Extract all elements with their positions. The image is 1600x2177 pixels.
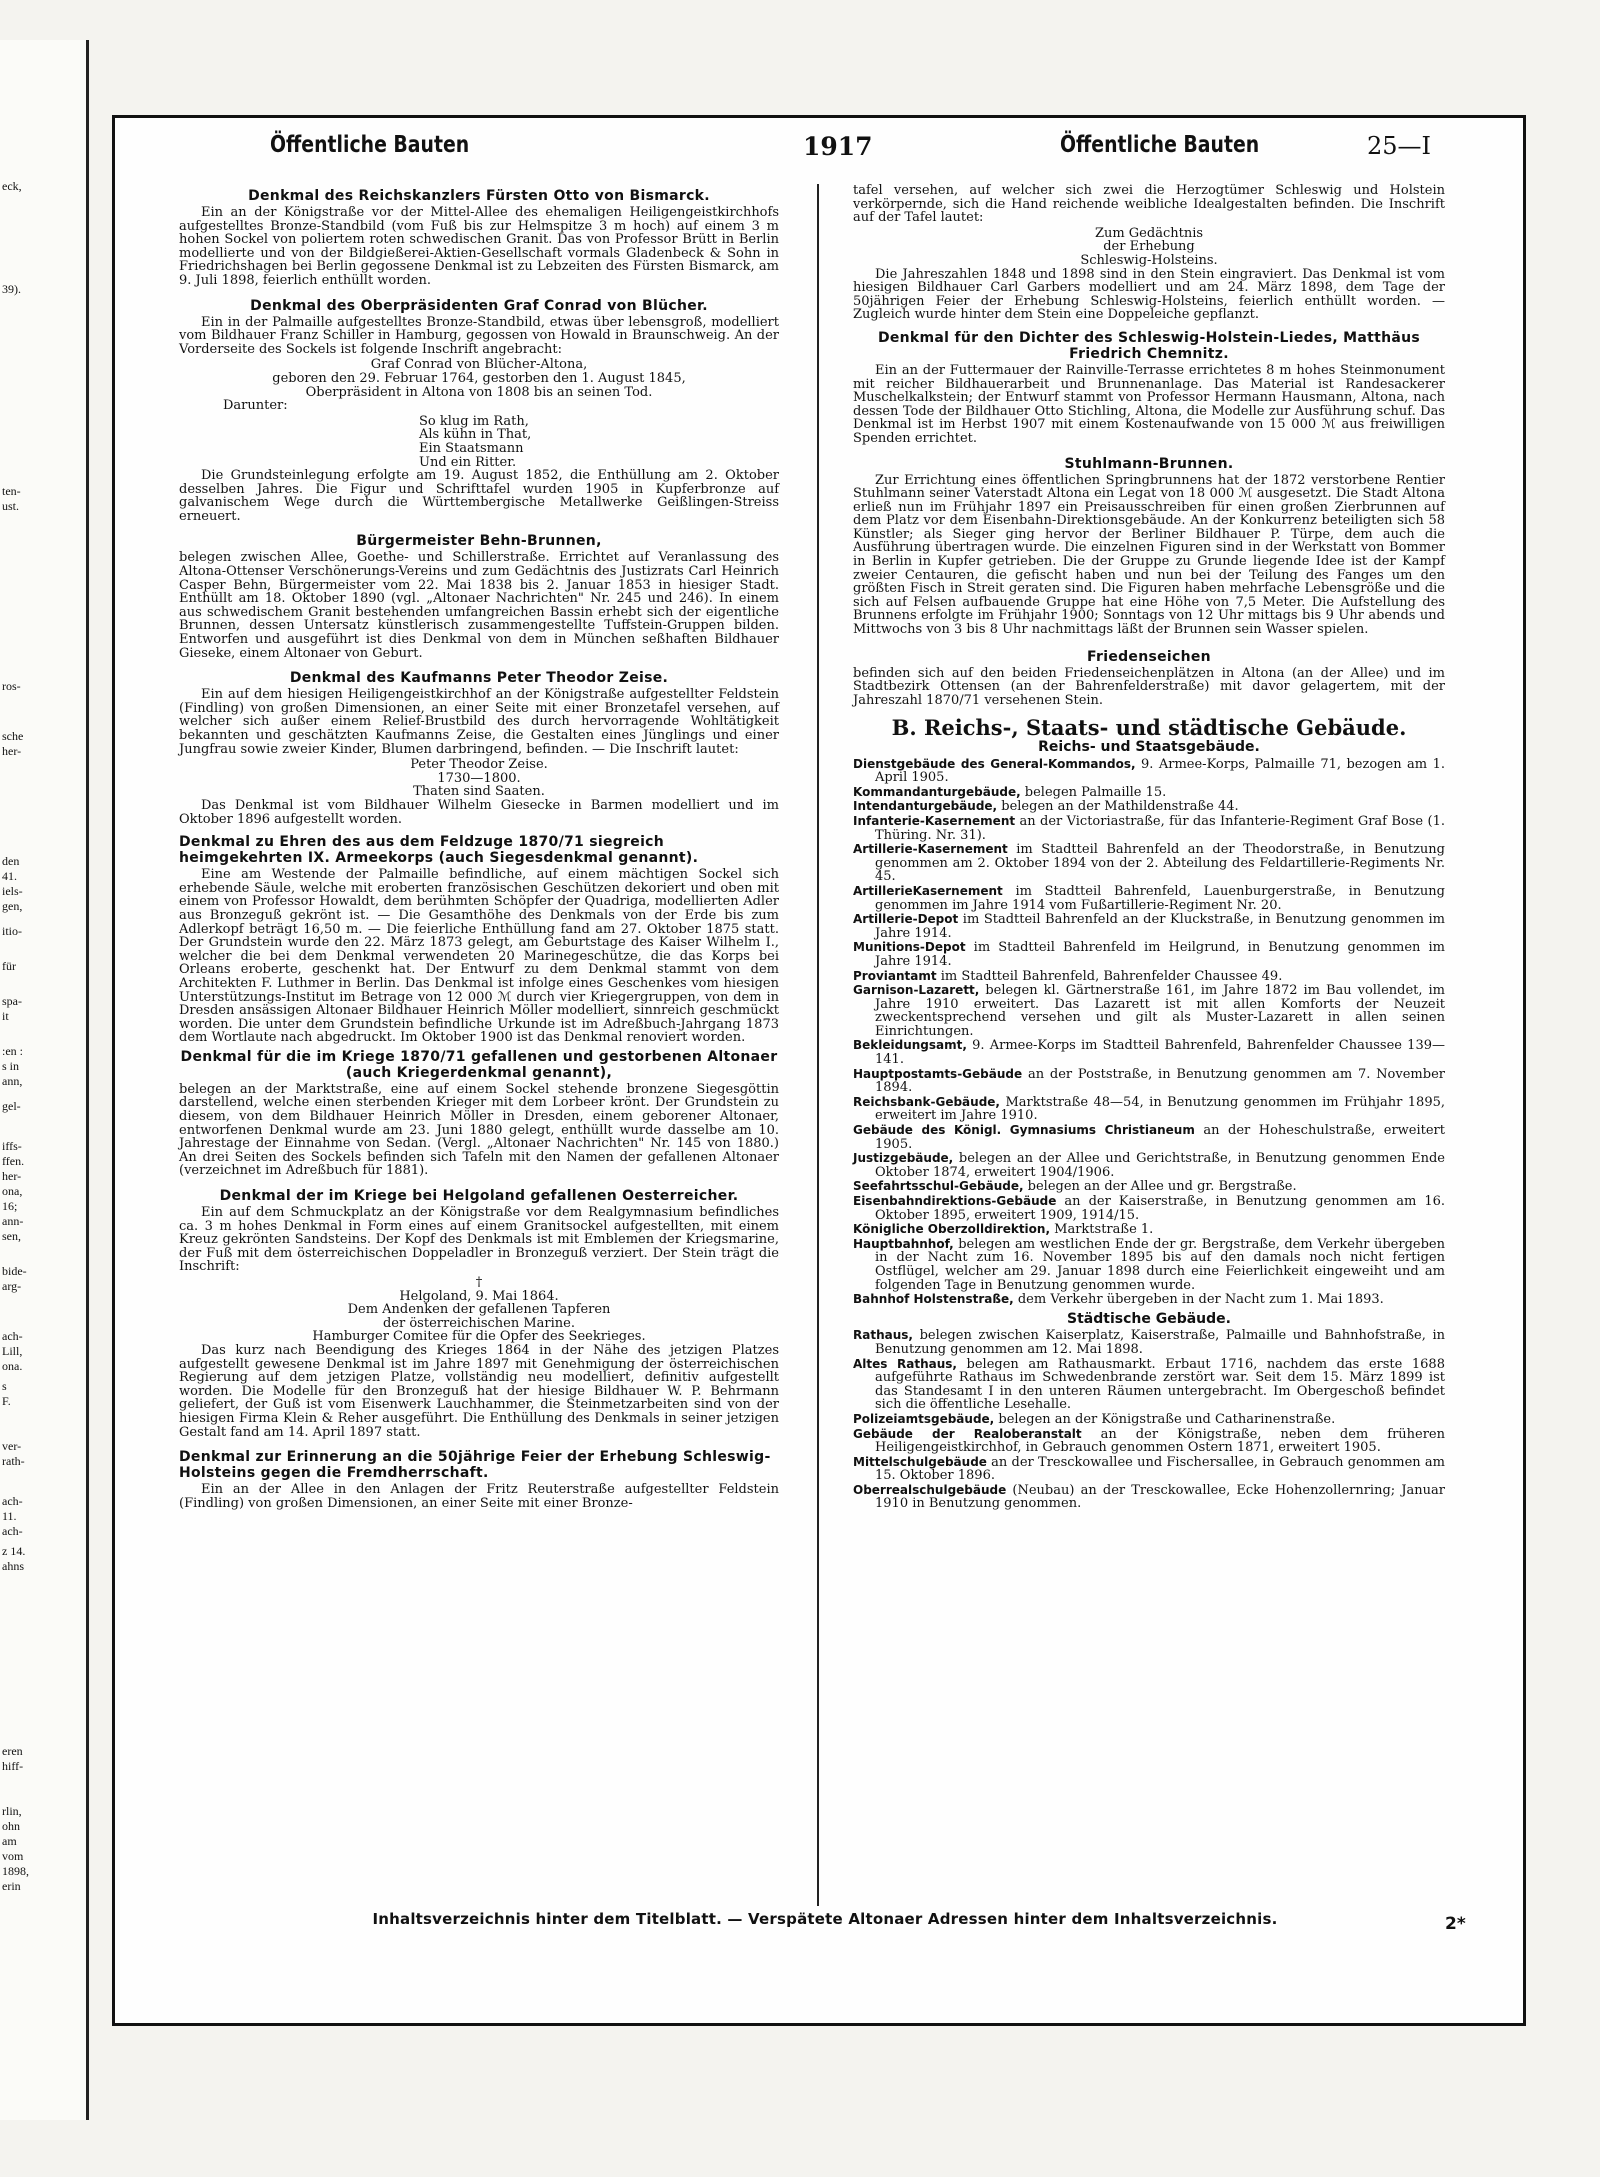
entry-name: Bekleidungsamt, [853,1038,967,1053]
section-title: Friedenseichen [1087,648,1211,665]
list-item [853,1039,1445,1066]
margin-fragment: gen, [2,899,23,913]
adjacent-page-strip [0,40,89,2120]
margin-fragment: ffen. [2,1154,25,1168]
paragraph: Das Denkmal ist vom Bildhauer Wilhelm Giesecke in Barmen modelliert und im Oktober 1896 aufgestellt worden. [179,797,779,827]
header-left-title: Öffentliche Bauten [270,132,470,158]
entry-name: Justizgebäude, [853,1151,954,1166]
page-number: 25—I [1367,132,1432,160]
entry-name: Oberrealschulgebäude [853,1482,1007,1497]
paragraph: Ein an der Königstraße vor der Mittel-Allee des ehemaligen Heiligengeistkirchhofs aufgestelltes Bronze-Standbild (vom Fuß bis zur Helmspitze 3 m hoch) auf einem 3 m hohen Sockel von poliertem roten schwedischen Granit. Das von Professor Brütt in Berlin modellierte und von der Bildgießerei-Aktien-Gesellschaft vormals Gladenbeck & Sohn in Friedrichshagen bei Berlin gegossene Denkmal ist zu Lebzeiten des Fürsten Bismarck, am 9. Juli 1898, feierlich enthüllt worden. [179,205,779,288]
paragraph: Ein auf dem Schmuckplatz an der Königstraße vor dem Realgymnasium befindliches ca. 3 m hohes Denkmal in Form eines auf einem Granitsockel aufgestellten, mit einem Kreuz gekrönten Sandsteins. Der Kopf des Denkmals ist mit Emblemen der Kriegsmarine, der Fuß mit dem österreichischen Doppeladler in Bronzeguß verziert. Der Stein trägt die Inschrift: [179,1205,779,1275]
entry-name: Rathaus, [853,1328,913,1343]
header-right-title: Öffentliche Bauten [1060,132,1260,158]
entry-name: Königliche Oberzolldirektion, [853,1222,1051,1237]
entry-text: im Stadtteil Bahrenfeld, Lauenburgerstraße, in Benutzung genommen im Jahre 1914 vom Fußartillerie-Regiment Nr. 20. [875,883,1445,913]
entry-name: Artillerie-Kasernement [853,842,1008,857]
entry-name: Seefahrtsschul-Gebäude, [853,1179,1024,1194]
list-item [853,800,1445,814]
section-title: Denkmal des Oberpräsidenten Graf Conrad von Blücher. [250,297,708,314]
inscription-line: Ein Staatsmann [419,440,524,456]
margin-fragment: 1898, [2,1864,29,1878]
inscription-line: Und ein Ritter. [419,454,517,470]
margin-fragment: arg- [2,1279,22,1293]
entry-text: belegen am westlichen Ende der gr. Bergstraße, dem Verkehr übergeben in der Nacht zum 16. November 1895 bis auf den damals noch nicht fertigen Ostflügel, welcher am 29. Januar 1898 durch eine Feierlichkeit eingeweiht und am folgenden Tage in Benutzung genommen wurde. [875,1236,1445,1293]
margin-fragment: 41. [2,869,17,883]
column-divider [817,184,819,1906]
margin-fragment: ten- [2,484,21,498]
entry-text: im Stadtteil Bahrenfeld, Bahrenfelder Chaussee 49. [940,968,1283,984]
section-title: Denkmal des Reichskanzlers Fürsten Otto von Bismarck. [248,188,710,204]
margin-fragment: ona, [2,1184,23,1198]
margin-fragment: 16; [2,1199,18,1213]
list-item [853,1358,1445,1412]
margin-fragment: den [2,854,20,868]
paragraph: Die Jahreszahlen 1848 und 1898 sind in den Stein eingraviert. Das Denkmal ist vom hiesigen Bildhauer Carl Garbers modelliert und am 24. März 1898, dem Tage der 50jährigen Feier der Erhebung Schleswig-Holsteins, feierlich enthüllt worden. — Zugleich wurde hinter dem Stein eine Doppeleiche gepflanzt. [853,266,1445,323]
margin-fragment: hiff- [2,1759,24,1773]
entry-name: Altes Rathaus, [853,1356,957,1371]
margin-fragment: s [2,1379,7,1393]
margin-fragment: z 14. [2,1544,26,1558]
paragraph: Darunter: [223,398,288,414]
margin-fragment: itio- [2,924,22,938]
list-item [853,1238,1445,1292]
inscription-line: der österreichischen Marine. [382,1315,576,1331]
margin-fragment: ach- [2,1494,23,1508]
entry-name: Dienstgebäude des General-Kommandos, [853,756,1136,771]
margin-fragment: her- [2,1169,22,1183]
paragraph: Die Grundsteinlegung erfolgte am 19. August 1852, die Enthüllung am 2. Oktober desselben Jahres. Die Figur und Schrifttafel wurden 1905 in Kupferbronze auf galvanischem Wege durch die Württembergische Metallwerke Geißlingen-Streiss erneuert. [179,468,779,524]
list-item [853,1484,1445,1511]
list-item [853,786,1445,800]
list-item [853,1124,1445,1151]
paragraph: Ein in der Palmaille aufgestelltes Bronze-Standbild, etwas über lebensgroß, modelliert vom Bildhauer Franz Schiller in Hamburg, gegossen von Howald in Braunschweig. An der Vorderseite des Sockels ist folgende Inschrift angebracht: [179,314,779,357]
section-title: Denkmal für den Dichter des Schleswig-Holstein-Liedes, Matthäus Friedrich Chemnitz. [877,329,1421,362]
margin-fragment: ach- [2,1524,23,1538]
margin-fragment: iels- [2,884,23,898]
margin-fragment: her- [2,744,22,758]
entry-text: belegen Palmaille 15. [1024,784,1167,800]
list-item [853,758,1445,785]
entry-text: 9. Armee-Korps im Stadtteil Bahrenfeld, Bahrenfelder Chaussee 139—141. [875,1038,1445,1068]
entry-name: Kommandanturgebäude, [853,784,1021,799]
entry-name: Hauptbahnhof, [853,1236,954,1251]
entry-text: belegen an der Allee und Gerichtstraße, in Benutzung genommen Ende Oktober 1874, erweitert 1904/1906. [875,1151,1445,1180]
margin-fragment: iffs- [2,1139,22,1153]
section-title: Denkmal für die im Kriege 1870/71 gefallenen und gestorbenen Altonaer (auch Kriegerdenkmal genannt), [180,1048,778,1081]
sub-heading: Städtische Gebäude. [1067,1310,1231,1327]
section-title: Stuhlmann-Brunnen. [1064,455,1234,472]
list-item [853,885,1445,912]
entry-name: Intendanturgebäude, [853,799,998,814]
entry-name: Mittelschulgebäude [853,1454,987,1469]
entry-text: im Stadtteil Bahrenfeld an der Kluckstraße, in Benutzung genommen im Jahre 1914. [875,912,1445,941]
list-item [853,843,1445,884]
entry-name: Proviantamt [853,968,937,983]
entry-text: belegen kl. Gärtnerstraße 161, im Jahre 1872 im Bau vollendet, im Jahre 1910 erweitert. Das Lazarett ist mit allen Komforts der Neuzeit zweckentsprechend versehen und gilt als Muster-Lazarett in allen seinen Einrichtungen. [875,983,1445,1039]
building-list [853,758,1445,1307]
entry-text: dem Verkehr übergeben in der Nacht zum 1. Mai 1893. [1017,1292,1384,1308]
entry-name: ArtillerieKasernement [853,883,1003,898]
list-item [853,1293,1445,1307]
entry-name: Eisenbahndirektions-Gebäude [853,1194,1057,1208]
list-item [853,984,1445,1038]
left-column [179,184,779,1512]
margin-fragment: spa- [2,994,22,1008]
entry-text: belegen an der Allee und gr. Bergstraße. [1027,1179,1297,1195]
main-heading: B. Reichs-, Staats- und städtische Gebäude. [891,715,1407,741]
entry-text: (Neubau) an der Tresckowallee, Ecke Hohenzollernring; Januar 1910 in Benutzung genommen. [875,1482,1445,1512]
margin-fragment: 11. [2,1509,17,1523]
list-item [853,1329,1445,1356]
list-item [853,1068,1445,1095]
entry-text: an der Poststraße, in Benutzung genommen am 7. November 1894. [875,1066,1445,1096]
paragraph: Ein an der Allee in den Anlagen der Fritz Reuterstraße aufgestellter Feldstein (Findling) von großen Dimensionen, an einer Seite mit einer Bronze- [179,1482,779,1511]
paragraph: belegen an der Marktstraße, eine auf einem Sockel stehende bronzene Siegesgöttin darstellend, welche einen sterbenden Krieger mit dem Lorbeer krönt. Der Grundstein zu diesem, von dem Bildhauer Heinrich Möller in Dresden, einem geborener Altonaer, entworfenen Denkmal wurde am 23. Juni 1880 gelegt, enthüllt wurde dasselbe am 10. Jahrestage der Einnahme von Sedan. (Vergl. „Altonaer Nachrichten" Nr. 145 von 1880.) An drei Seiten des Sockels befinden sich Tafeln mit den Namen der gefallenen Altonaer (verzeichnet im Adreßbuch für 1881). [179,1081,779,1179]
entry-text: belegen an der Königstraße und Catharinenstraße. [998,1411,1336,1427]
margin-fragment: für [2,959,16,973]
section-title: Denkmal des Kaufmanns Peter Theodor Zeise. [289,670,669,687]
entry-name: Bahnhof Holstenstraße, [853,1292,1014,1307]
margin-fragment: F. [2,1394,11,1408]
section-title: Denkmal zur Erinnerung an die 50jährige Feier der Erhebung Schleswig-Holsteins gegen die Fremdherrschaft. [179,1449,771,1482]
entry-text: belegen an der Mathildenstraße 44. [1001,799,1239,815]
list-item [853,1195,1445,1222]
entry-text: an der Hoheschulstraße, erweitert 1905. [875,1123,1445,1152]
entry-text: im Stadtteil Bahrenfeld im Heilgrund, in Benutzung genommen im Jahre 1914. [875,940,1445,969]
signature-mark: 2* [1445,1914,1466,1934]
page-header [115,132,1523,166]
margin-fragment: ros- [2,679,21,693]
margin-fragment: eren [2,1744,23,1758]
list-item [853,970,1445,984]
paragraph: befinden sich auf den beiden Friedenseichenplätzen in Altona (an der Allee) und im Stadtbezirk Ottensen (an der Bahrenfelderstraße) mit davor gelagertem, mit der Jahreszahl 1870/71 versehenen Stein. [853,665,1445,708]
margin-fragment: ach- [2,1329,23,1343]
list-item [853,815,1445,842]
margin-fragment: erin [2,1879,21,1893]
margin-fragment: ann- [2,1214,24,1228]
section-title: Denkmal der im Kriege bei Helgoland gefallenen Oesterreicher. [219,1188,739,1205]
list-item [853,1223,1445,1237]
margin-fragment: 39). [2,282,21,296]
inscription-line: der Erhebung [1103,239,1195,255]
list-item [853,913,1445,940]
document-page [112,115,1526,2026]
entry-text: an der Königstraße, neben dem früheren Heiligengeistkirchhof, in Gebrauch genommen Ostern 1871, erweitert 1905. [875,1426,1446,1456]
sub-heading: Reichs- und Staatsgebäude. [1038,739,1260,755]
paragraph: Eine am Westende der Palmaille befindliche, auf einem mächtigen Sockel sich erhebende Säule, welche mit eroberten französischen Geschützen dekoriert und oben mit einem von Professor Howaldt, dem berühmten Schöpfer der Quadriga, modellierten Adler aus Bronzeguß gekrönt ist. — Die Gesamthöhe des Denkmals von der Erde bis zum Adlerkopf beträgt 16,50 m. — Die feierliche Enthüllung fand am 27. Oktober 1875 statt. Der Grundstein wurde den 22. März 1873 gelegt, am Geburtstage des Kaiser Wilhelm I., welcher die bei dem Denkmal verwendeten 20 Marinegeschütze, die das Korps bei Orleans eroberte, geschenkt hat. Der Entwurf zu dem Denkmal stammt von dem Architekten F. Luthmer in Berlin. Das Denkmal ist infolge eines Geschenkes vom hiesigen Unterstützungs-Institut im Betrage von 12 000 ℳ durch vier Kriegergruppen, von dem in Dresden ansässigen Altonaer Bildhauer Heinrich Möller modelliert, sinnreich geschmückt worden. Die unter dem Grundstein befindliche Urkunde ist im Adreßbuch-Jahrgang 1873 dem Wortlaute nach abgedruckt. Im Oktober 1900 ist das Denkmal renoviert worden. [179,867,779,1046]
entry-name: Infanterie-Kasernement [853,813,1016,828]
entry-name: Hauptpostamts-Gebäude [853,1066,1023,1081]
inscription-line: Peter Theodor Zeise. [410,757,548,773]
paragraph: Ein auf dem hiesigen Heiligengeistkirchhof an der Königstraße aufgestellter Feldstein (Findling) von großen Dimensionen, an einer Seite mit einer Bronzetafel versehen, auf welcher sich außer einem Relief-Brustbild des durch hervorragende Wohltätigkeit bekannten und geschätzten Kaufmanns Zeise, die Gestalten eines Jünglings und einer Jungfrau sowie zweier Kinder, Blumen darbringend, befinden. — Die Inschrift lautet: [179,687,779,757]
entry-name: Garnison-Lazarett, [853,983,980,998]
entry-text: an der Tresckowallee und Fischersallee, in Gebrauch genommen am 15. Oktober 1896. [875,1454,1445,1484]
right-column [853,184,1445,1512]
paragraph: Zur Errichtung eines öffentlichen Springbrunnens hat der 1872 verstorbene Rentier Stuhlmann seiner Vaterstadt Altona ein Legat von 18 000 ℳ ausgesetzt. Die Stadt Altona erließ nun im Frühjahr 1897 ein Preisausschreiben für einen großen Zierbrunnen auf dem Platz vor dem Eisenbahn-Direktionsgebäude. An der Konkurrenz beteiligten sich 58 Künstler; als Sieger ging hervor der Berliner Bildhauer P. Türpe, dem auch die Ausführung übertragen wurde. Die einzelnen Figuren sind in der Werkstatt von Bommer in Berlin in Kupfer getrieben. Die der Gruppe zu Grunde liegende Idee ist der Kampf zweier Centauren, die gefischt haben und nun bei der Teilung des Fanges um den größten Fisch in Streit geraten sind. Die Figuren haben mehrfache Lebensgröße und die sich auf Felsen aufbauende Gruppe hat eine Höhe von 7,5 Meter. Die Aufstellung des Brunnens erfolgte im Frühjahr 1900; Sonntags von 12 Uhr mittags bis 9 Uhr abends und Mittwochs von 3 bis 8 Uhr nachmittags läßt der Brunnen sein Wasser spielen. [853,472,1445,638]
margin-fragment: ust. [2,499,20,513]
margin-fragment: sen, [2,1229,21,1243]
paragraph: Das kurz nach Beendigung des Krieges 1864 in der Nähe des jetzigen Platzes aufgestellt gewesene Denkmal ist im Jahre 1897 mit Genehmigung der österreichischen Regierung auf dem jetzigen Platze, vollständig neu modelliert, definitiv aufgestellt worden. Die Modelle für den Bronzeguß hat der hiesige Bildhauer W. P. Behrmann geliefert, der Guß ist vom Eisenwerk Lauchhammer, die Steinmetzarbeiten sind von der hiesigen Firma Klein & Reher ausgeführt. Die Enthüllung des Denkmals in seiner jetzigen Gestalt fand am 14. April 1897 statt. [179,1342,779,1440]
paragraph: belegen zwischen Allee, Goethe- und Schillerstraße. Errichtet auf Veranlassung des Altona-Ottenser Verschönerungs-Vereins und zum Gedächtnis des Justizrats Carl Heinrich Casper Behn, Bürgermeister vom 22. Mai 1838 bis 2. Januar 1853 in hiesiger Stadt. Enthüllt am 18. Oktober 1890 (vgl. „Altonaer Nachrichten" Nr. 245 und 246). In einem aus schwedischem Granit bestehenden umfangreichen Bassin erhebt sich der eigentliche Brunnen, dessen Untersatz künstlerisch zusammengestellte Tuffstein-Gruppen bilden. Entworfen und ausgeführt ist dies Denkmal von dem in München seßhaften Bildhauer Gieseke, einem Altonaer von Geburt. [179,550,779,661]
entry-name: Munitions-Depot [853,940,966,955]
margin-fragment: rath- [2,1454,25,1468]
page-footer: Inhaltsverzeichnis hinter dem Titelblatt. — Verspätete Altonaer Adressen hinter dem Inhaltsverzeichnis. [372,1910,1278,1928]
inscription-line: 1730—1800. [437,770,521,786]
building-list [853,1329,1445,1511]
margin-fragment: eck, [2,179,22,193]
inscription-line: Oberpräsident in Altona von 1808 bis an seinen Tod. [305,384,653,400]
margin-fragment: ohn [2,1819,20,1833]
inscription-line: geboren den 29. Februar 1764, gestorben den 1. August 1845, [272,370,686,386]
paragraph: tafel versehen, auf welcher sich zwei die Herzogtümer Schleswig und Holstein verkörpernde, sich die Hand reichende weibliche Idealgestalten befinden. Die Inschrift auf der Tafel lautet: [853,183,1445,226]
margin-fragment: :en : [2,1044,23,1058]
section-title: Bürgermeister Behn-Brunnen, [356,533,602,550]
list-item [853,1428,1445,1455]
inscription-line: Schleswig-Holsteins. [1080,252,1218,268]
cross-symbol: † [475,1275,483,1290]
margin-fragment: s in [2,1059,20,1073]
margin-fragment: ann, [2,1074,23,1088]
margin-fragment: ahns [2,1559,24,1573]
margin-fragment: Lill, [2,1344,23,1358]
list-item [853,1456,1445,1483]
margin-fragment: sche [2,729,24,743]
margin-fragment: am [2,1834,17,1848]
margin-fragment: bide- [2,1264,27,1278]
entry-text: 9. Armee-Korps, Palmaille 71, bezogen am 1. April 1905. [875,756,1445,786]
margin-fragment: gel- [2,1099,21,1113]
list-item [853,1413,1445,1427]
inscription-line: Helgoland, 9. Mai 1864. [399,1288,559,1304]
entry-text: an der Kaiserstraße, in Benutzung genommen am 16. Oktober 1895, erweitert 1909, 1914/15. [875,1194,1445,1223]
list-item [853,1180,1445,1194]
entry-name: Polizeiamtsgebäude, [853,1411,995,1426]
margin-fragment: ver- [2,1439,22,1453]
inscription-line: Graf Conrad von Blücher-Altona, [370,357,588,373]
inscription-line: So klug im Rath, [419,413,529,429]
inscription-line: Thaten sind Saaten. [413,784,545,800]
inscription-line: Als kühn in That, [419,427,532,443]
margin-fragment: it [2,1009,9,1023]
entry-name: Gebäude des Königl. Gymnasiums Christianeum [853,1123,1195,1138]
list-item [853,941,1445,968]
entry-name: Reichsbank-Gebäude, [853,1094,1000,1109]
entry-name: Artillerie-Depot [853,912,959,927]
margin-fragment: ona. [2,1359,23,1373]
entry-text: belegen zwischen Kaiserplatz, Kaiserstraße, Palmaille und Bahnhofstraße, in Benutzung genommen am 12. Mai 1898. [875,1328,1445,1357]
inscription-line: Dem Andenken der gefallenen Tapferen [347,1302,611,1318]
margin-fragment: vom [2,1849,24,1863]
inscription-line: Zum Gedächtnis [1094,225,1204,241]
entry-text: Marktstraße 48—54, in Benutzung genommen im Frühjahr 1895, erweitert im Jahre 1910. [875,1094,1446,1124]
entry-text: an der Victoriastraße, für das Infanterie-Regiment Graf Bose (1. Thüring. Nr. 31). [875,813,1445,843]
margin-fragment: rlin, [2,1804,22,1818]
paragraph: Ein an der Futtermauer der Rainville-Terrasse errichtetes 8 m hohes Steinmonument mit reicher Bildhauerarbeit und Brunnenanlage. Das Material ist Randesackerer Muschelkalkstein; der Entwurf stammt von Professor Hermann Hausmann, Altona, nach dessen Tode der Bildhauer Otto Stichling, Altona, die Modelle zur Ausführung schuf. Das Denkmal ist im Herbst 1907 mit einem Kostenaufwande von 15 000 ℳ aus freiwilligen Spenden errichtet. [853,362,1445,446]
list-item [853,1096,1445,1123]
entry-text: belegen am Rathausmarkt. Erbaut 1716, nachdem das erste 1688 aufgeführte Rathaus im Schwedenbrande zerstört war. Seit dem 15. März 1899 ist das Standesamt I in den unteren Räumen untergebracht. Im Obergeschoß befindet sich die öffentliche Lesehalle. [875,1356,1445,1413]
inscription-line: Hamburger Comitee für die Opfer des Seekrieges. [312,1329,646,1345]
header-year: 1917 [803,132,873,161]
entry-text: im Stadtteil Bahrenfeld an der Theodorstraße, in Benutzung genommen am 2. Oktober 1894 von der 2. Abteilung des Feldartillerie-Regiments Nr. 45. [875,842,1445,885]
entry-text: Marktstraße 1. [1054,1222,1154,1238]
entry-name: Gebäude der Realoberanstalt [853,1426,1082,1441]
section-title: Denkmal zu Ehren des aus dem Feldzuge 1870/71 siegreich heimgekehrten IX. Armeekorps (auch Siegesdenkmal genannt). [179,834,699,867]
list-item [853,1152,1445,1179]
